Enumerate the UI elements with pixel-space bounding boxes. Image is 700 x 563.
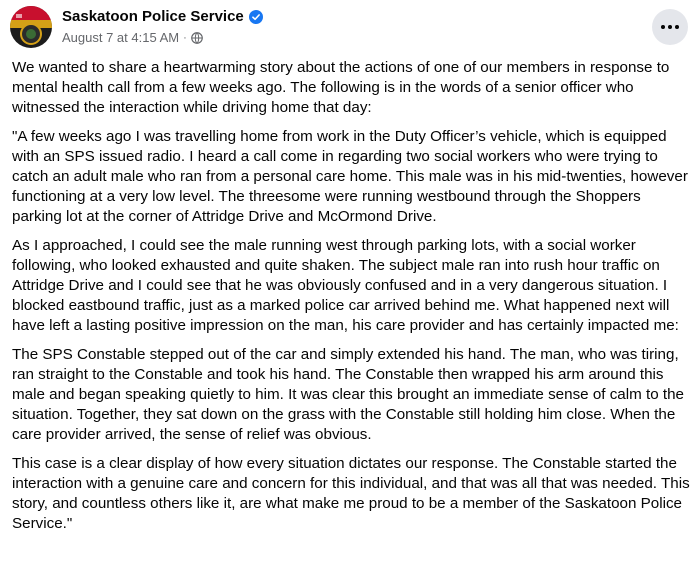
more-options-button[interactable] bbox=[652, 9, 688, 45]
meta-separator: · bbox=[183, 31, 187, 44]
author-line bbox=[62, 8, 263, 25]
post-paragraph: "A few weeks ago I was travelling home from work in the Duty Officer’s vehicle, which is equipped with an SPS issued radio. I heard a call come in regarding two social workers who were trying to catch an adult male who ran from a personal care home. This male was in his mid-twenties, however functioning at a very low level. The threesome were running westbound through the Shoppers parking lot at the corner of Attridge Drive and McOrmond Drive. bbox=[12, 127, 688, 226]
page-avatar[interactable] bbox=[10, 6, 52, 48]
post-meta bbox=[62, 30, 203, 45]
globe-icon[interactable] bbox=[191, 32, 203, 44]
verified-badge-icon bbox=[249, 10, 263, 24]
post-paragraph: The SPS Constable stepped out of the car and simply extended his hand. The man, who was tiring, ran straight to the Constable and took his hand. The Constable then wrapped his arm around this male and began speaking quietly to him. It was clear this brought an immediate sense of calm to the situation. Together, they sat down on the grass with the Constable still holding him close. When the care provider arrived, the sense of relief was obvious. bbox=[12, 345, 684, 444]
post-paragraph: This case is a clear display of how every situation dictates our response. The Constable started the interaction with a genuine care and concern for this individual, and that was all that was needed. This story, and countless others like it, are what make me proud to be a member of the Saskatoon Police Service." bbox=[12, 454, 690, 533]
post-header bbox=[10, 6, 690, 50]
more-options-icon bbox=[661, 25, 679, 29]
post-body bbox=[12, 58, 690, 542]
post-paragraph: We wanted to share a heartwarming story about the actions of one of our members in response to mental health call from a few weeks ago. The following is in the words of a senior officer who witnessed the interaction while driving home that day: bbox=[12, 59, 670, 117]
post-paragraph: As I approached, I could see the male running west through parking lots, with a social worker following, who looked exhausted and quite shaken. The subject male ran into rush hour traffic on Attridge Drive and I could see that he was obviously confused and in a very dangerous situation. I blocked eastbound traffic, just as a marked police car arrived behind me. What happened next will have left a lasting positive impression on the man, his care provider and has certainly impacted me: bbox=[12, 236, 679, 335]
author-name[interactable]: Saskatoon Police Service bbox=[62, 8, 244, 25]
post-timestamp[interactable]: August 7 at 4:15 AM bbox=[62, 30, 180, 45]
